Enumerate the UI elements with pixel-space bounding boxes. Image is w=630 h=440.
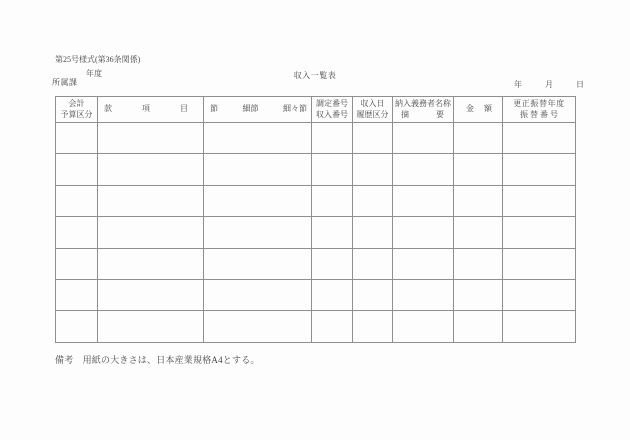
- header-kan-ko-moku: 款 項 目: [98, 97, 204, 123]
- table-cell: [56, 279, 98, 310]
- table-cell: [454, 185, 503, 216]
- table-cell: [312, 217, 353, 248]
- table-cell: [454, 248, 503, 279]
- table-cell: [503, 154, 576, 185]
- table-cell: [393, 217, 454, 248]
- table-cell: [393, 185, 454, 216]
- table-cell: [98, 123, 204, 154]
- table-cell: [353, 154, 393, 185]
- table-cell: [393, 154, 454, 185]
- table-header: [56, 97, 576, 123]
- table-cell: [503, 311, 576, 342]
- table-cell: [204, 217, 312, 248]
- form-number-label: 第25号様式(第36条関係): [55, 55, 141, 64]
- table-cell: [353, 217, 393, 248]
- table-cell: [393, 123, 454, 154]
- table-cell: [56, 185, 98, 216]
- date-year-label: 年: [514, 80, 522, 89]
- table-row: [56, 217, 576, 248]
- table-cell: [353, 279, 393, 310]
- table-cell: [98, 279, 204, 310]
- header-payer-name: 納入義務者名称 摘 要: [393, 97, 454, 123]
- table-cell: [353, 185, 393, 216]
- table-cell: [353, 311, 393, 342]
- header-income-date: 収入日 履歴区分: [353, 97, 393, 123]
- table-cell: [454, 123, 503, 154]
- table-cell: [204, 123, 312, 154]
- table-cell: [503, 279, 576, 310]
- table-cell: [56, 217, 98, 248]
- table-cell: [312, 154, 353, 185]
- table-cell: [56, 154, 98, 185]
- table-cell: [503, 123, 576, 154]
- table-cell: [98, 185, 204, 216]
- header-correction-transfer: 更正振替年度 振 替 番 号: [503, 97, 576, 123]
- table-row: [56, 123, 576, 154]
- table-row: [56, 248, 576, 279]
- date-day-label: 日: [576, 80, 584, 89]
- table-cell: [454, 279, 503, 310]
- table-cell: [454, 311, 503, 342]
- table-cell: [56, 311, 98, 342]
- header-amount: 金 額: [454, 97, 503, 123]
- table-cell: [454, 154, 503, 185]
- header-row: [56, 97, 576, 123]
- table-row: [56, 185, 576, 216]
- table-cell: [503, 217, 576, 248]
- table-cell: [312, 185, 353, 216]
- table-cell: [353, 123, 393, 154]
- table-cell: [98, 248, 204, 279]
- table-body: [56, 123, 576, 343]
- table-row: [56, 279, 576, 310]
- table-cell: [204, 279, 312, 310]
- table-cell: [312, 123, 353, 154]
- page-title: 収入一覧表: [293, 71, 337, 80]
- department-label: 所属課: [52, 78, 78, 87]
- remarks-note: 備考 用紙の大きさは、日本産業規格A4とする。: [55, 355, 260, 365]
- table-cell: [56, 248, 98, 279]
- table-cell: [312, 279, 353, 310]
- table-cell: [98, 217, 204, 248]
- header-setsu-saisetsu: 節 細節 細々節: [204, 97, 312, 123]
- table-cell: [454, 217, 503, 248]
- table-cell: [312, 248, 353, 279]
- table-cell: [353, 248, 393, 279]
- table-cell: [503, 185, 576, 216]
- table-cell: [204, 185, 312, 216]
- table-cell: [56, 123, 98, 154]
- table-cell: [393, 279, 454, 310]
- table-cell: [393, 248, 454, 279]
- date-line: [514, 80, 584, 89]
- income-table: [55, 96, 576, 343]
- table-cell: [204, 154, 312, 185]
- header-chotei-number: 調定番号 収入番号: [312, 97, 353, 123]
- table-row: [56, 311, 576, 342]
- table-cell: [503, 248, 576, 279]
- table-cell: [98, 154, 204, 185]
- date-month-label: 月: [545, 80, 553, 89]
- table-cell: [204, 248, 312, 279]
- table-cell: [98, 311, 204, 342]
- table-cell: [393, 311, 454, 342]
- table-cell: [312, 311, 353, 342]
- header-account-budget: 会計 予算区分: [56, 97, 98, 123]
- table-cell: [204, 311, 312, 342]
- table-row: [56, 154, 576, 185]
- fiscal-year-label: 年度: [86, 69, 102, 78]
